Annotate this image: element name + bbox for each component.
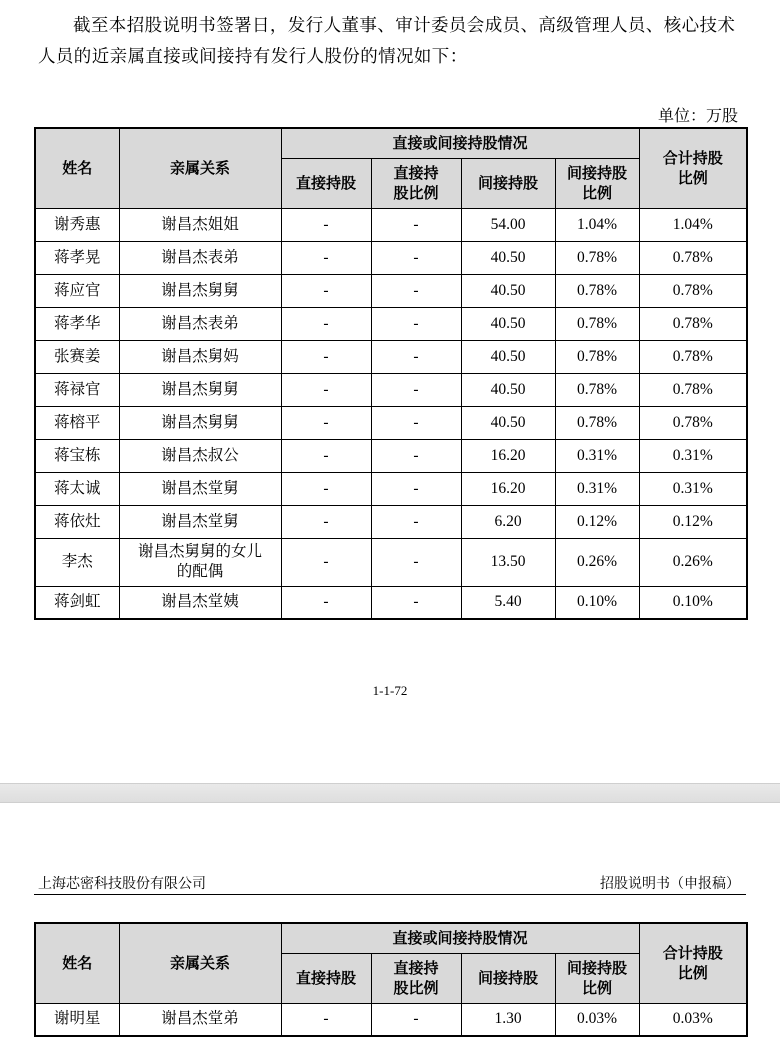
header-direct-ratio: 直接持 股比例	[371, 953, 461, 1003]
table-row: 蒋剑虹 谢昌杰堂姨 - - 5.40 0.10% 0.10%	[35, 586, 747, 619]
header-relation: 亲属关系	[119, 923, 281, 1003]
shareholding-table	[34, 127, 748, 620]
page-number: 1-1-72	[372, 683, 408, 698]
table-row: 蒋应官 谢昌杰舅舅 - - 40.50 0.78% 0.78%	[35, 274, 747, 307]
header-group: 直接或间接持股情况	[281, 128, 639, 158]
table-row: 蒋孝晃 谢昌杰表弟 - - 40.50 0.78% 0.78%	[35, 241, 747, 274]
table-row: 蒋宝栋 谢昌杰叔公 - - 16.20 0.31% 0.31%	[35, 439, 747, 472]
table-row: 蒋太诚 谢昌杰堂舅 - - 16.20 0.31% 0.31%	[35, 472, 747, 505]
header-indirect: 间接持股	[461, 158, 555, 208]
header-direct: 直接持股	[281, 953, 371, 1003]
shareholding-table-continued	[34, 922, 748, 1037]
header-indirect-ratio: 间接持股 比例	[555, 953, 639, 1003]
table-row: 谢明星 谢昌杰堂弟 - - 1.30 0.03% 0.03%	[35, 1003, 747, 1036]
document-title-header: 招股说明书（申报稿）	[600, 877, 740, 892]
table-row: 蒋依灶 谢昌杰堂舅 - - 6.20 0.12% 0.12%	[35, 505, 747, 538]
table-row: 蒋榕平 谢昌杰舅舅 - - 40.50 0.78% 0.78%	[35, 406, 747, 439]
header-total: 合计持股 比例	[639, 128, 747, 208]
header-rule	[34, 894, 746, 895]
header-relation: 亲属关系	[119, 128, 281, 208]
unit-label: 单位：万股	[657, 108, 738, 125]
header-indirect: 间接持股	[461, 953, 555, 1003]
header-group: 直接或间接持股情况	[281, 923, 639, 953]
header-name: 姓名	[35, 128, 119, 208]
header-direct-ratio: 直接持 股比例	[371, 158, 461, 208]
table-row: 张赛姜 谢昌杰舅妈 - - 40.50 0.78% 0.78%	[35, 340, 747, 373]
table-row: 李杰 谢昌杰舅舅的女儿 的配偶 - - 13.50 0.26% 0.26%	[35, 538, 747, 586]
intro-paragraph: 截至本招股说明书签署日，发行人董事、审计委员会成员、高级管理人员、核心技术人员的近亲属直接或间接持有发行人股份的情况如下：	[38, 15, 736, 66]
company-header: 上海芯密科技股份有限公司	[38, 877, 206, 892]
header-total: 合计持股 比例	[639, 923, 747, 1003]
header-name: 姓名	[35, 923, 119, 1003]
table-row: 蒋禄官 谢昌杰舅舅 - - 40.50 0.78% 0.78%	[35, 373, 747, 406]
table-row: 蒋孝华 谢昌杰表弟 - - 40.50 0.78% 0.78%	[35, 307, 747, 340]
page-separator	[0, 783, 780, 803]
header-indirect-ratio: 间接持股 比例	[555, 158, 639, 208]
table-row: 谢秀惠 谢昌杰姐姐 - - 54.00 1.04% 1.04%	[35, 208, 747, 241]
header-direct: 直接持股	[281, 158, 371, 208]
